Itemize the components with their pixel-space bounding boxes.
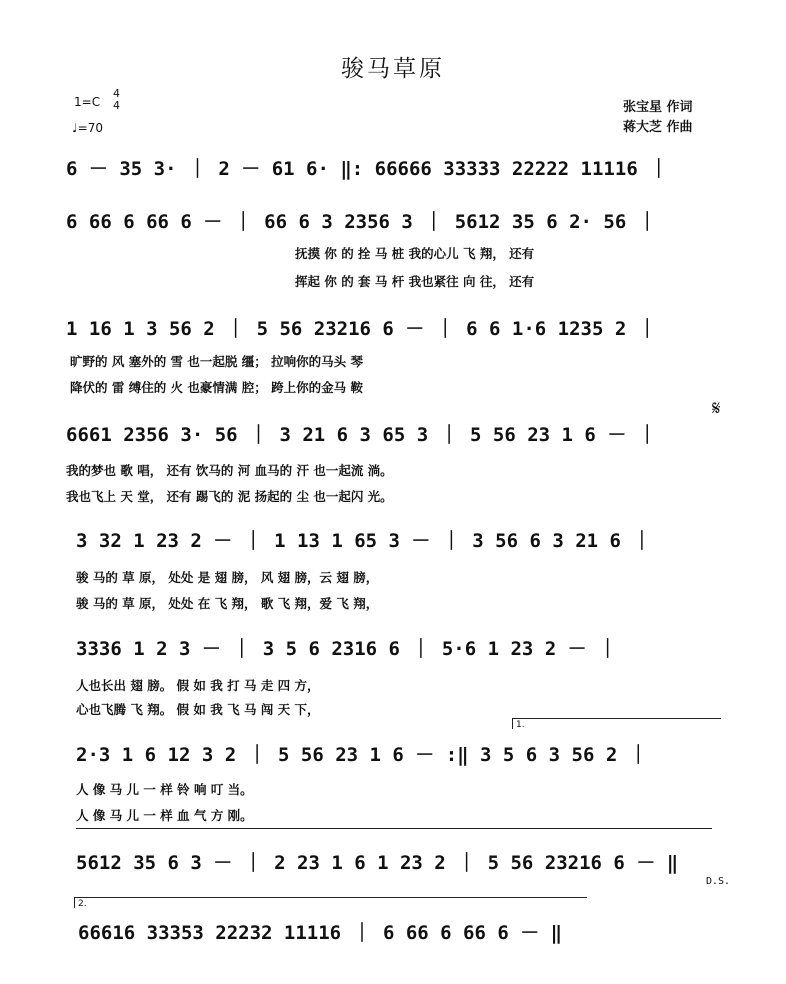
- lyric-line-2: 我也飞上 天 堂， 还有 踢飞的 泥 扬起的 尘 也一起闪 光。: [66, 489, 393, 504]
- lyric-line-2: 挥起 你 的 套 马 杆 我也紧往 向 往， 还有: [295, 274, 535, 289]
- lyric-line-1: 旷野的 风 塞外的 雪 也一起脱 缰； 拉响你的马头 琴: [70, 354, 363, 369]
- lyric-line-2: 骏 马的 草 原， 处处 在 飞 翔， 歌 飞 翔，爱 飞 翔，: [76, 596, 379, 611]
- notation-line: 6661 2356 3· 56 ｜ 3 21 6 3 65 3 ｜ 5 56 23 1 6 － ｜: [66, 424, 657, 446]
- lyric-line-1: 我的梦也 歌 唱， 还有 饮马的 河 血马的 汗 也一起流 淌。: [66, 463, 393, 478]
- volta-number-2: 2.: [78, 899, 87, 909]
- notation-line: 6 66 6 66 6 － ｜ 66 6 3 2356 3 ｜ 5612 35 6 2· 56 ｜: [66, 211, 657, 233]
- notation-line: 6 － 35 3· ｜ 2 － 61 6· ‖: 66666 33333 22222 11116 ｜: [66, 158, 669, 180]
- volta-number-1: 1.: [516, 720, 525, 730]
- lyricist-credit: 张宝星 作词: [623, 100, 693, 115]
- notation-line: 1 16 1 3 56 2 ｜ 5 56 23216 6 － ｜ 6 6 1·6 1235 2 ｜: [66, 318, 657, 340]
- lyric-line-1: 人 像 马 儿 一 样 铃 响 叮 当。: [76, 782, 253, 797]
- time-signature: [113, 88, 120, 112]
- notation-line: 5612 35 6 3 － ｜ 2 23 1 6 1 23 2 ｜ 5 56 23216 6 － ‖: [76, 852, 679, 874]
- notation-line: 3 32 1 23 2 － ｜ 1 13 1 65 3 － ｜ 3 56 6 3 21 6 ｜: [76, 530, 652, 552]
- lyric-line-2: 心也飞腾 飞 翔。 假 如 我 飞 马 闯 天 下，: [76, 702, 320, 717]
- tempo-marking: ♩=70: [72, 121, 103, 135]
- time-signature-top: 4: [113, 87, 120, 100]
- notation-line: 66616 33353 22232 11116 ｜ 6 66 6 66 6 － ‖: [78, 922, 563, 944]
- notation-line: 3336 1 2 3 － ｜ 3 5 6 2316 6 ｜ 5·6 1 23 2 － ｜: [76, 638, 618, 660]
- lyric-line-2: 人 像 马 儿 一 样 血 气 方 刚。: [76, 808, 253, 823]
- lyric-line-2: 降伏的 雷 缚住的 火 也豪情满 腔； 跨上你的金马 鞍: [70, 380, 363, 395]
- volta-bracket-1: [512, 718, 721, 729]
- volta-bracket-2: [74, 897, 587, 908]
- time-signature-bottom: 4: [113, 99, 120, 112]
- lyric-line-1: 人也长出 翅 膀。 假 如 我 打 马 走 四 方，: [76, 678, 320, 693]
- composer-credit: 蒋大芝 作曲: [623, 120, 693, 135]
- bracket-line: [76, 828, 712, 829]
- notation-line: 2·3 1 6 12 3 2 ｜ 5 56 23 1 6 － :‖ 3 5 6 3 56 2 ｜: [76, 744, 648, 766]
- lyric-line-1: 骏 马的 草 原， 处处 是 翅 膀， 风 翅 膀，云 翅 膀，: [76, 570, 379, 585]
- page-title: 骏马草原: [341, 56, 445, 82]
- segno-icon: 𝄋: [712, 396, 721, 420]
- key-signature: 1=C: [74, 95, 101, 109]
- ds-marking: D.S.: [706, 876, 731, 887]
- lyric-line-1: 抚摸 你 的 拴 马 桩 我的心儿 飞 翔， 还有: [295, 246, 535, 261]
